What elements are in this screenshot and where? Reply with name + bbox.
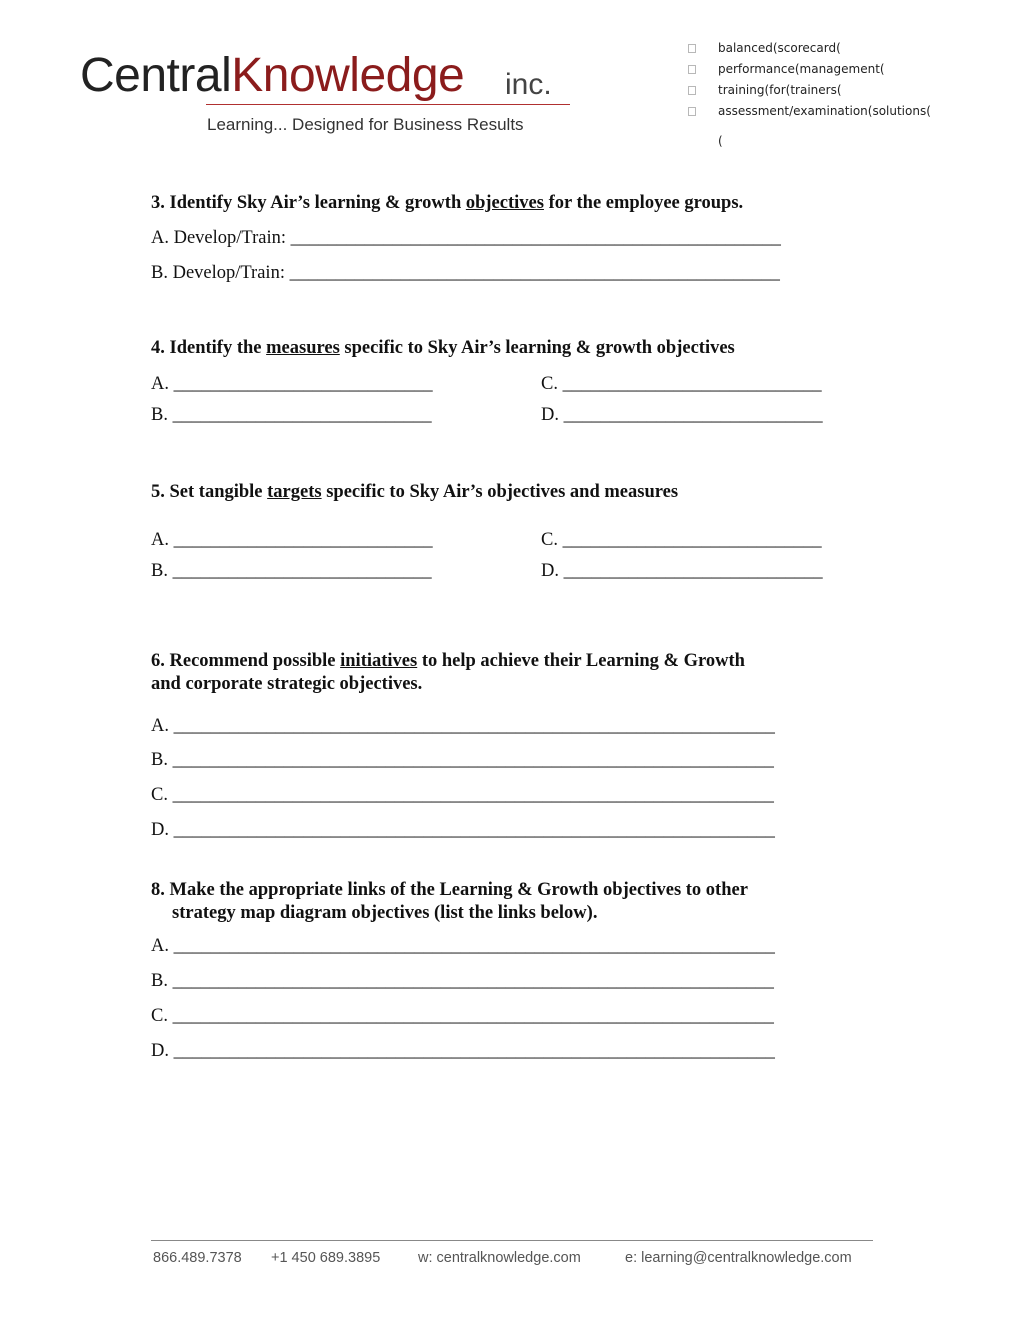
answer-line[interactable]: D. ____________________________ [541,405,823,425]
question-3-keyword: objectives [465,193,544,213]
question-3-title [151,192,851,215]
checkbox-icon [688,86,696,95]
question-5 [151,481,851,504]
question-5-text-end: specific to Sky Air’s objectives and measures [321,482,679,502]
footer-phone-1: 866.489.7378 [153,1250,242,1266]
checkbox-icon [688,44,696,53]
footer-email[interactable]: e: learning@centralknowledge.com [625,1250,852,1266]
question-8-title [151,879,851,925]
answer-line[interactable]: D. _________________________________________________________________ [151,820,775,840]
service-label: assessment/examination(solutions( [718,104,931,118]
question-6-title [151,650,851,696]
answer-line[interactable]: B. _________________________________________________________________ [151,750,774,770]
answer-line[interactable]: A. ____________________________ [151,374,433,394]
service-item [688,59,1008,80]
answer-line[interactable]: C. _________________________________________________________________ [151,1006,774,1026]
question-5-text: 5. Set tangible [151,482,268,502]
question-6-keyword: initiatives [340,651,418,671]
checkbox-icon [688,107,696,116]
answer-line[interactable]: B. _________________________________________________________________ [151,971,774,991]
service-label: training(for(trainers( [718,83,842,97]
services-stray-char: ( [718,134,723,148]
question-4-text: 4. Identify the [151,338,267,358]
answer-line[interactable]: A. ____________________________ [151,530,433,550]
footer-website[interactable]: w: centralknowledge.com [418,1250,581,1266]
answer-line[interactable]: D. ____________________________ [541,561,823,581]
answer-line[interactable]: D. _________________________________________________________________ [151,1041,775,1061]
answer-line[interactable]: C. _________________________________________________________________ [151,785,774,805]
question-4-title [151,337,851,360]
answer-line[interactable]: B. ____________________________ [151,561,432,581]
question-8-text: 8. Make the appropriate links of the Learning & Growth objectives to other [151,880,748,900]
company-logo [80,48,580,143]
question-8 [151,879,851,925]
service-item [688,101,1008,122]
question-4-keyword: measures [266,338,340,358]
logo-wordmark [80,48,464,104]
question-4 [151,337,851,360]
logo-word-knowledge: Knowledge [231,49,465,102]
logo-divider [206,104,570,105]
answer-line[interactable]: C. ____________________________ [541,374,822,394]
services-list [688,38,1008,122]
answer-line[interactable]: A. _________________________________________________________________ [151,936,775,956]
checkbox-icon [688,65,696,74]
answer-line[interactable]: A. Develop/Train: _____________________________________________________ [151,228,781,248]
answer-line[interactable]: A. _________________________________________________________________ [151,716,775,736]
logo-inc: inc. [505,68,552,101]
question-3-text-end: for the employee groups. [543,193,744,213]
answer-line[interactable]: B. ____________________________ [151,405,432,425]
question-5-keyword: targets [267,482,322,502]
answer-line[interactable]: B. Develop/Train: _____________________________________________________ [151,263,780,283]
question-6-text: 6. Recommend possible [151,651,341,671]
question-4-text-end: specific to Sky Air’s learning & growth objectives [339,338,735,358]
logo-tagline: Learning... Designed for Business Results [207,115,524,134]
question-6 [151,650,851,696]
service-item [688,80,1008,101]
logo-word-central: Central [80,49,232,102]
answer-line[interactable]: C. ____________________________ [541,530,822,550]
question-5-title [151,481,851,504]
question-8-text-line2: strategy map diagram objectives (list the links below). [172,903,598,923]
question-3 [151,192,851,215]
question-3-text: 3. Identify Sky Air’s learning & growth [151,193,466,213]
question-6-text-line2: and corporate strategic objectives. [151,674,423,694]
service-item [688,38,1008,59]
service-label: balanced(scorecard( [718,41,841,55]
service-label: performance(management( [718,62,885,76]
footer-divider [151,1240,873,1241]
question-6-text-end: to help achieve their Learning & Growth [417,651,745,671]
footer-phone-2: +1 450 689.3895 [271,1250,381,1266]
